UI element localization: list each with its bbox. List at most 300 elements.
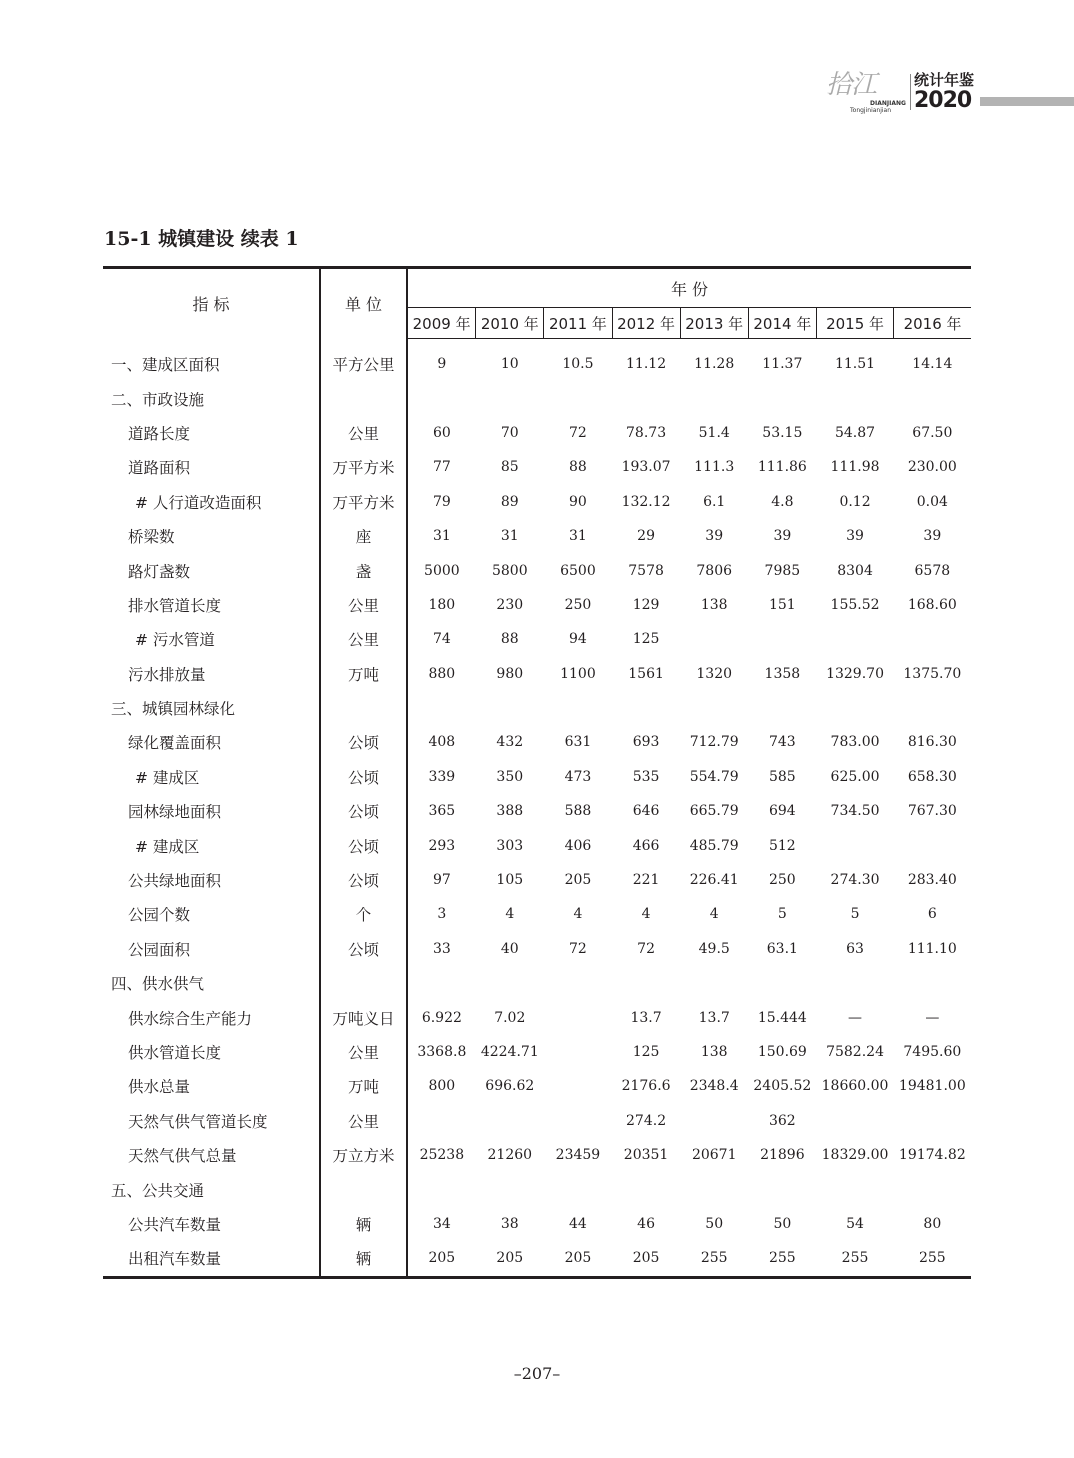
row-label: 道路长度 [103,416,320,450]
cell-value: 19174.82 [898,1147,966,1164]
row-unit: 万立方米 [320,1138,407,1172]
cell-value [894,1104,971,1138]
cell-value: 90 [569,493,587,510]
header-indicator: 指 标 [103,268,320,339]
cell-value: 180 [428,596,456,613]
cell-value: 408 [428,734,456,751]
cell-value: 111.10 [907,940,957,957]
cell-value: 255 [748,1241,816,1277]
row-label: 供水管道长度 [103,1035,320,1069]
cell-value [680,1172,748,1206]
cell-value: 10 [500,356,519,373]
cell-value: 665.79 [689,803,739,820]
cell-value: 125 [632,1044,660,1060]
table-row [103,519,971,553]
cell-value: 712.79 [689,734,739,751]
cell-value: 800 [428,1078,456,1095]
header-year: 2012 年 [612,308,680,339]
cell-value: 694 [768,803,796,820]
cell-value: 105 [496,872,524,889]
cell-value: 31 [500,528,519,545]
cell-value: 7495.60 [903,1044,962,1060]
cell-value: 6 [927,906,937,923]
cell-value: 11.51 [834,356,876,373]
cell-value: 5000 [424,562,460,579]
cell-value: 132.12 [621,493,671,510]
cell-value: 18329.00 [821,1147,889,1164]
table-row [103,553,971,587]
cell-value: 51.4 [698,424,730,441]
cell-value: 7582.24 [826,1044,884,1060]
cell-value [407,1104,476,1138]
cell-value: 4 [573,906,583,923]
cell-value [476,691,544,725]
cell-value: 205 [544,1241,612,1277]
cell-value: 230 [496,596,524,613]
cell-value [544,1035,612,1069]
cell-value [544,381,612,415]
cell-value [748,381,816,415]
row-label: # 建成区 [103,760,320,794]
cell-value [476,1104,544,1138]
cell-value: 88 [569,459,587,476]
cell-value: 4 [641,906,651,923]
table-row [103,691,971,725]
row-unit: 公顷 [320,932,407,966]
cell-value: 14.14 [912,356,953,373]
row-unit [320,966,407,1000]
row-unit: 平方公里 [320,339,407,382]
row-label: 二、市政设施 [103,381,320,415]
cell-value: 9 [437,356,447,373]
cell-value [544,1000,612,1034]
row-unit: 公里 [320,588,407,622]
row-label: 路灯盏数 [103,553,320,587]
cell-value [816,966,893,1000]
header-year: 2010 年 [476,308,544,339]
table-row [103,1241,971,1277]
row-unit: 座 [320,519,407,553]
cell-value: 783.00 [830,734,880,751]
cell-value: 60 [432,424,451,441]
cell-value: 44 [569,1215,587,1232]
cell-value: 19481.00 [898,1078,966,1095]
cell-value: 388 [496,803,524,820]
cell-value [544,1104,612,1138]
row-label: 天然气供气总量 [103,1138,320,1172]
cell-value: 250 [768,872,796,889]
cell-value [816,1172,893,1206]
cell-value [680,1104,748,1138]
cell-value: 466 [632,837,660,854]
cell-value: 29 [637,528,655,545]
cell-value: 77 [432,459,451,476]
cell-value: 13.7 [630,1009,662,1026]
header-year: 2011 年 [544,308,612,339]
row-label: 公园面积 [103,932,320,966]
row-label: 三、城镇园林绿化 [103,691,320,725]
row-label: 排水管道长度 [103,588,320,622]
cell-value [476,381,544,415]
cell-value: 816.30 [907,734,957,751]
row-unit: 盏 [320,553,407,587]
cell-value: 72 [637,940,655,957]
cell-value: 193.07 [621,459,671,476]
cell-value: 0.12 [839,493,871,510]
row-unit [320,691,407,725]
row-label: 园林绿地面积 [103,794,320,828]
cell-value: 6500 [560,562,596,579]
cell-value: 1561 [628,665,664,682]
cell-value: 151 [768,596,796,613]
row-label: 污水排放量 [103,657,320,691]
row-unit: 公顷 [320,794,407,828]
cell-value: 46 [637,1215,655,1232]
row-label: 绿化覆盖面积 [103,725,320,759]
cell-value: 50 [705,1215,724,1232]
cell-value [748,966,816,1000]
header-year: 2014 年 [748,308,816,339]
cell-value: 97 [432,872,451,889]
cell-value: 406 [564,837,592,854]
cell-value: 205 [564,872,592,889]
cell-value: 980 [496,665,524,682]
row-label: 出租汽车数量 [103,1241,320,1277]
cell-value: 53.15 [762,424,803,441]
cell-value: 4 [505,906,515,923]
cell-value: 5800 [491,562,528,579]
cell-value: 72 [569,940,587,957]
table-row [103,622,971,656]
cell-value: 49.5 [698,940,730,957]
cell-value: 1329.70 [826,665,884,682]
cell-value: 767.30 [907,803,957,820]
cell-value [476,1172,544,1206]
cell-value: 40 [500,940,519,957]
cell-value: 743 [768,734,796,751]
cell-value: 54 [846,1215,864,1232]
row-unit: 辆 [320,1241,407,1277]
cell-value: 7.02 [494,1009,526,1026]
cell-value: 696.62 [485,1078,535,1095]
row-label: 公共汽车数量 [103,1207,320,1241]
cell-value: 39 [773,528,792,545]
table-row [103,381,971,415]
cell-value: 8304 [837,562,873,579]
cell-value [407,1172,476,1206]
cell-value [748,622,816,656]
cell-value: 631 [564,734,592,751]
cell-value: 2405.52 [753,1078,812,1095]
cell-value [894,381,971,415]
cell-value: 205 [407,1241,476,1277]
cell-value [544,1172,612,1206]
cell-value: 89 [500,493,519,510]
row-unit [320,1172,407,1206]
cell-value [748,691,816,725]
table-row [103,897,971,931]
cell-value: 3 [437,906,447,923]
cell-value [612,381,680,415]
cell-value [894,1172,971,1206]
row-unit: 万平方米 [320,450,407,484]
cell-value: 6578 [914,562,951,579]
cell-value: 473 [564,768,592,785]
cell-value: 274.30 [830,872,880,889]
header-year: 2013 年 [680,308,748,339]
yearbook-logo [826,72,976,114]
cell-value [680,622,748,656]
cell-value [680,381,748,415]
logo-pinyin-2: Tongjinianjian [850,107,892,114]
table-row [103,588,971,622]
row-label: 公园个数 [103,897,320,931]
cell-value: 31 [569,528,587,545]
cell-value: 1375.70 [903,665,962,682]
cell-value: 23459 [555,1147,601,1164]
cell-value: 339 [428,768,456,785]
cell-value: 0.04 [916,493,948,510]
cell-value: 585 [768,768,796,785]
cell-value: 283.40 [907,872,957,889]
table-row [103,485,971,519]
cell-value: 15.444 [757,1009,807,1026]
cell-value: 39 [846,528,864,545]
row-unit: 万吨 [320,1069,407,1103]
cell-value: 535 [632,768,660,785]
row-label: 桥梁数 [103,519,320,553]
row-unit: 公顷 [320,863,407,897]
table-row [103,1035,971,1069]
cell-value: 250 [564,596,592,613]
cell-value [612,966,680,1000]
cell-value: 658.30 [907,768,957,785]
cell-value: 2348.4 [689,1078,739,1095]
cell-value: 13.7 [698,1009,730,1026]
cell-value [407,691,476,725]
logo-divider [910,74,911,110]
page-number: –207– [513,1364,561,1383]
header-unit: 单 位 [320,268,407,339]
cell-value: 80 [923,1215,942,1232]
row-label: # 建成区 [103,828,320,862]
cell-value: 94 [569,631,587,648]
cell-value: 255 [680,1241,748,1277]
cell-value: 1358 [764,665,801,682]
cell-value [894,691,971,725]
header-year: 2016 年 [894,308,971,339]
cell-value: 21896 [760,1147,805,1164]
cell-value: 485.79 [689,837,739,854]
row-label: 供水总量 [103,1069,320,1103]
header-years-group: 年 份 [670,279,709,299]
cell-value [407,381,476,415]
cell-value: 138 [700,1044,728,1060]
table-row [103,1172,971,1206]
cell-value: 20671 [691,1147,737,1164]
cell-value [680,966,748,1000]
table-row [103,828,971,862]
cell-value [612,691,680,725]
cell-value [680,691,748,725]
table-row [103,450,971,484]
cell-value [894,622,971,656]
cell-value: — [848,1009,863,1026]
cell-value: 21260 [487,1147,533,1164]
row-unit: 公顷 [320,828,407,862]
cell-value: 155.52 [830,596,880,613]
cell-value [544,966,612,1000]
row-unit: 个 [320,897,407,931]
cell-value: 111.98 [830,459,880,476]
table-row [103,794,971,828]
logo-pinyin-1: DIANJIANG [870,100,906,107]
cell-value: 230.00 [907,459,957,476]
cell-value: 554.79 [689,768,739,785]
cell-value: 111.86 [757,459,807,476]
row-unit: 万平方米 [320,485,407,519]
cell-value: 85 [500,459,519,476]
table-row [103,1069,971,1103]
cell-value: 150.69 [757,1044,807,1060]
cell-value: 303 [496,837,524,854]
table-row [103,725,971,759]
cell-value [816,1104,893,1138]
cell-value: 138 [700,596,728,613]
cell-value: 512 [768,837,796,854]
cell-value: 11.28 [694,356,735,373]
cell-value [894,828,971,862]
cell-value: 20351 [623,1147,669,1164]
cell-value [544,1069,612,1103]
cell-value: 72 [569,424,587,441]
cell-value [816,622,893,656]
cell-value: 1320 [696,665,733,682]
cell-value: 625.00 [830,768,880,785]
cell-value [816,828,893,862]
cell-value: 7806 [696,562,733,579]
cell-value [816,381,893,415]
cell-value [544,691,612,725]
row-unit: 公顷 [320,725,407,759]
cell-value: 7985 [764,562,801,579]
cell-value: 129 [632,596,660,613]
row-unit [320,381,407,415]
cell-value: 588 [564,803,592,820]
cell-value: 70 [500,424,519,441]
cell-value: 38 [500,1215,519,1232]
row-unit: 公里 [320,416,407,450]
table-title: 15-1 城镇建设 续表 1 [104,228,299,250]
cell-value: — [925,1009,940,1026]
cell-value: 255 [894,1241,971,1277]
cell-value: 11.37 [762,356,803,373]
cell-value: 63.1 [766,940,798,957]
row-label: 一、建成区面积 [103,339,320,382]
cell-value: 4 [709,906,719,923]
logo-script: 拾江 [826,70,877,100]
table-row [103,1000,971,1034]
cell-value: 5 [850,906,860,923]
row-label: 公共绿地面积 [103,863,320,897]
table-row [103,966,971,1000]
cell-value: 365 [428,803,456,820]
cell-value: 18660.00 [821,1078,889,1095]
cell-value: 50 [773,1215,792,1232]
cell-value: 3368.8 [417,1044,467,1060]
row-label: # 人行道改造面积 [103,485,320,519]
cell-value: 432 [496,734,524,751]
cell-value: 25238 [419,1147,465,1164]
row-label: 道路面积 [103,450,320,484]
cell-value [407,966,476,1000]
cell-value: 221 [632,872,660,889]
cell-value: 205 [476,1241,544,1277]
cell-value: 255 [816,1241,893,1277]
table-row [103,760,971,794]
cell-value: 205 [612,1241,680,1277]
cell-value [612,1172,680,1206]
header-year: 2015 年 [816,308,893,339]
cell-value: 7578 [628,562,664,579]
row-unit: 公里 [320,622,407,656]
cell-value: 734.50 [830,803,880,820]
header-bar [980,97,1074,106]
cell-value: 6.922 [421,1009,462,1026]
cell-value: 880 [428,665,456,682]
cell-value: 111.3 [694,459,735,476]
cell-value: 39 [923,528,942,545]
row-unit: 辆 [320,1207,407,1241]
cell-value: 79 [432,493,451,510]
cell-value [476,966,544,1000]
cell-value: 4224.71 [480,1044,539,1060]
cell-value: 74 [432,631,451,648]
cell-value: 11.12 [626,356,667,373]
row-unit: 公顷 [320,760,407,794]
row-unit: 万吨 [320,657,407,691]
row-unit: 公里 [320,1035,407,1069]
logo-title: 统计年鉴 [914,71,975,89]
cell-value: 5 [777,906,787,923]
cell-value: 33 [432,940,451,957]
cell-value [816,691,893,725]
row-unit: 万吨义日 [320,1000,407,1034]
cell-value: 125 [632,631,660,648]
table-row [103,1104,971,1138]
cell-value [894,966,971,1000]
row-label: 四、供水供气 [103,966,320,1000]
row-label: # 污水管道 [103,622,320,656]
row-label: 天然气供气管道长度 [103,1104,320,1138]
cell-value: 1100 [560,665,596,682]
cell-value: 10.5 [562,356,594,373]
table-row [103,1138,971,1172]
cell-value: 226.41 [689,872,739,889]
cell-value: 293 [428,837,456,854]
logo-year: 2020 [914,88,972,113]
cell-value: 88 [500,631,519,648]
cell-value: 63 [846,940,864,957]
cell-value: 693 [632,734,660,751]
cell-value: 6.1 [703,493,726,510]
cell-value: 34 [432,1215,451,1232]
cell-value: 39 [705,528,724,545]
row-label: 五、公共交通 [103,1172,320,1206]
cell-value [748,1172,816,1206]
header-year: 2009 年 [407,308,476,339]
table-row [103,1207,971,1241]
